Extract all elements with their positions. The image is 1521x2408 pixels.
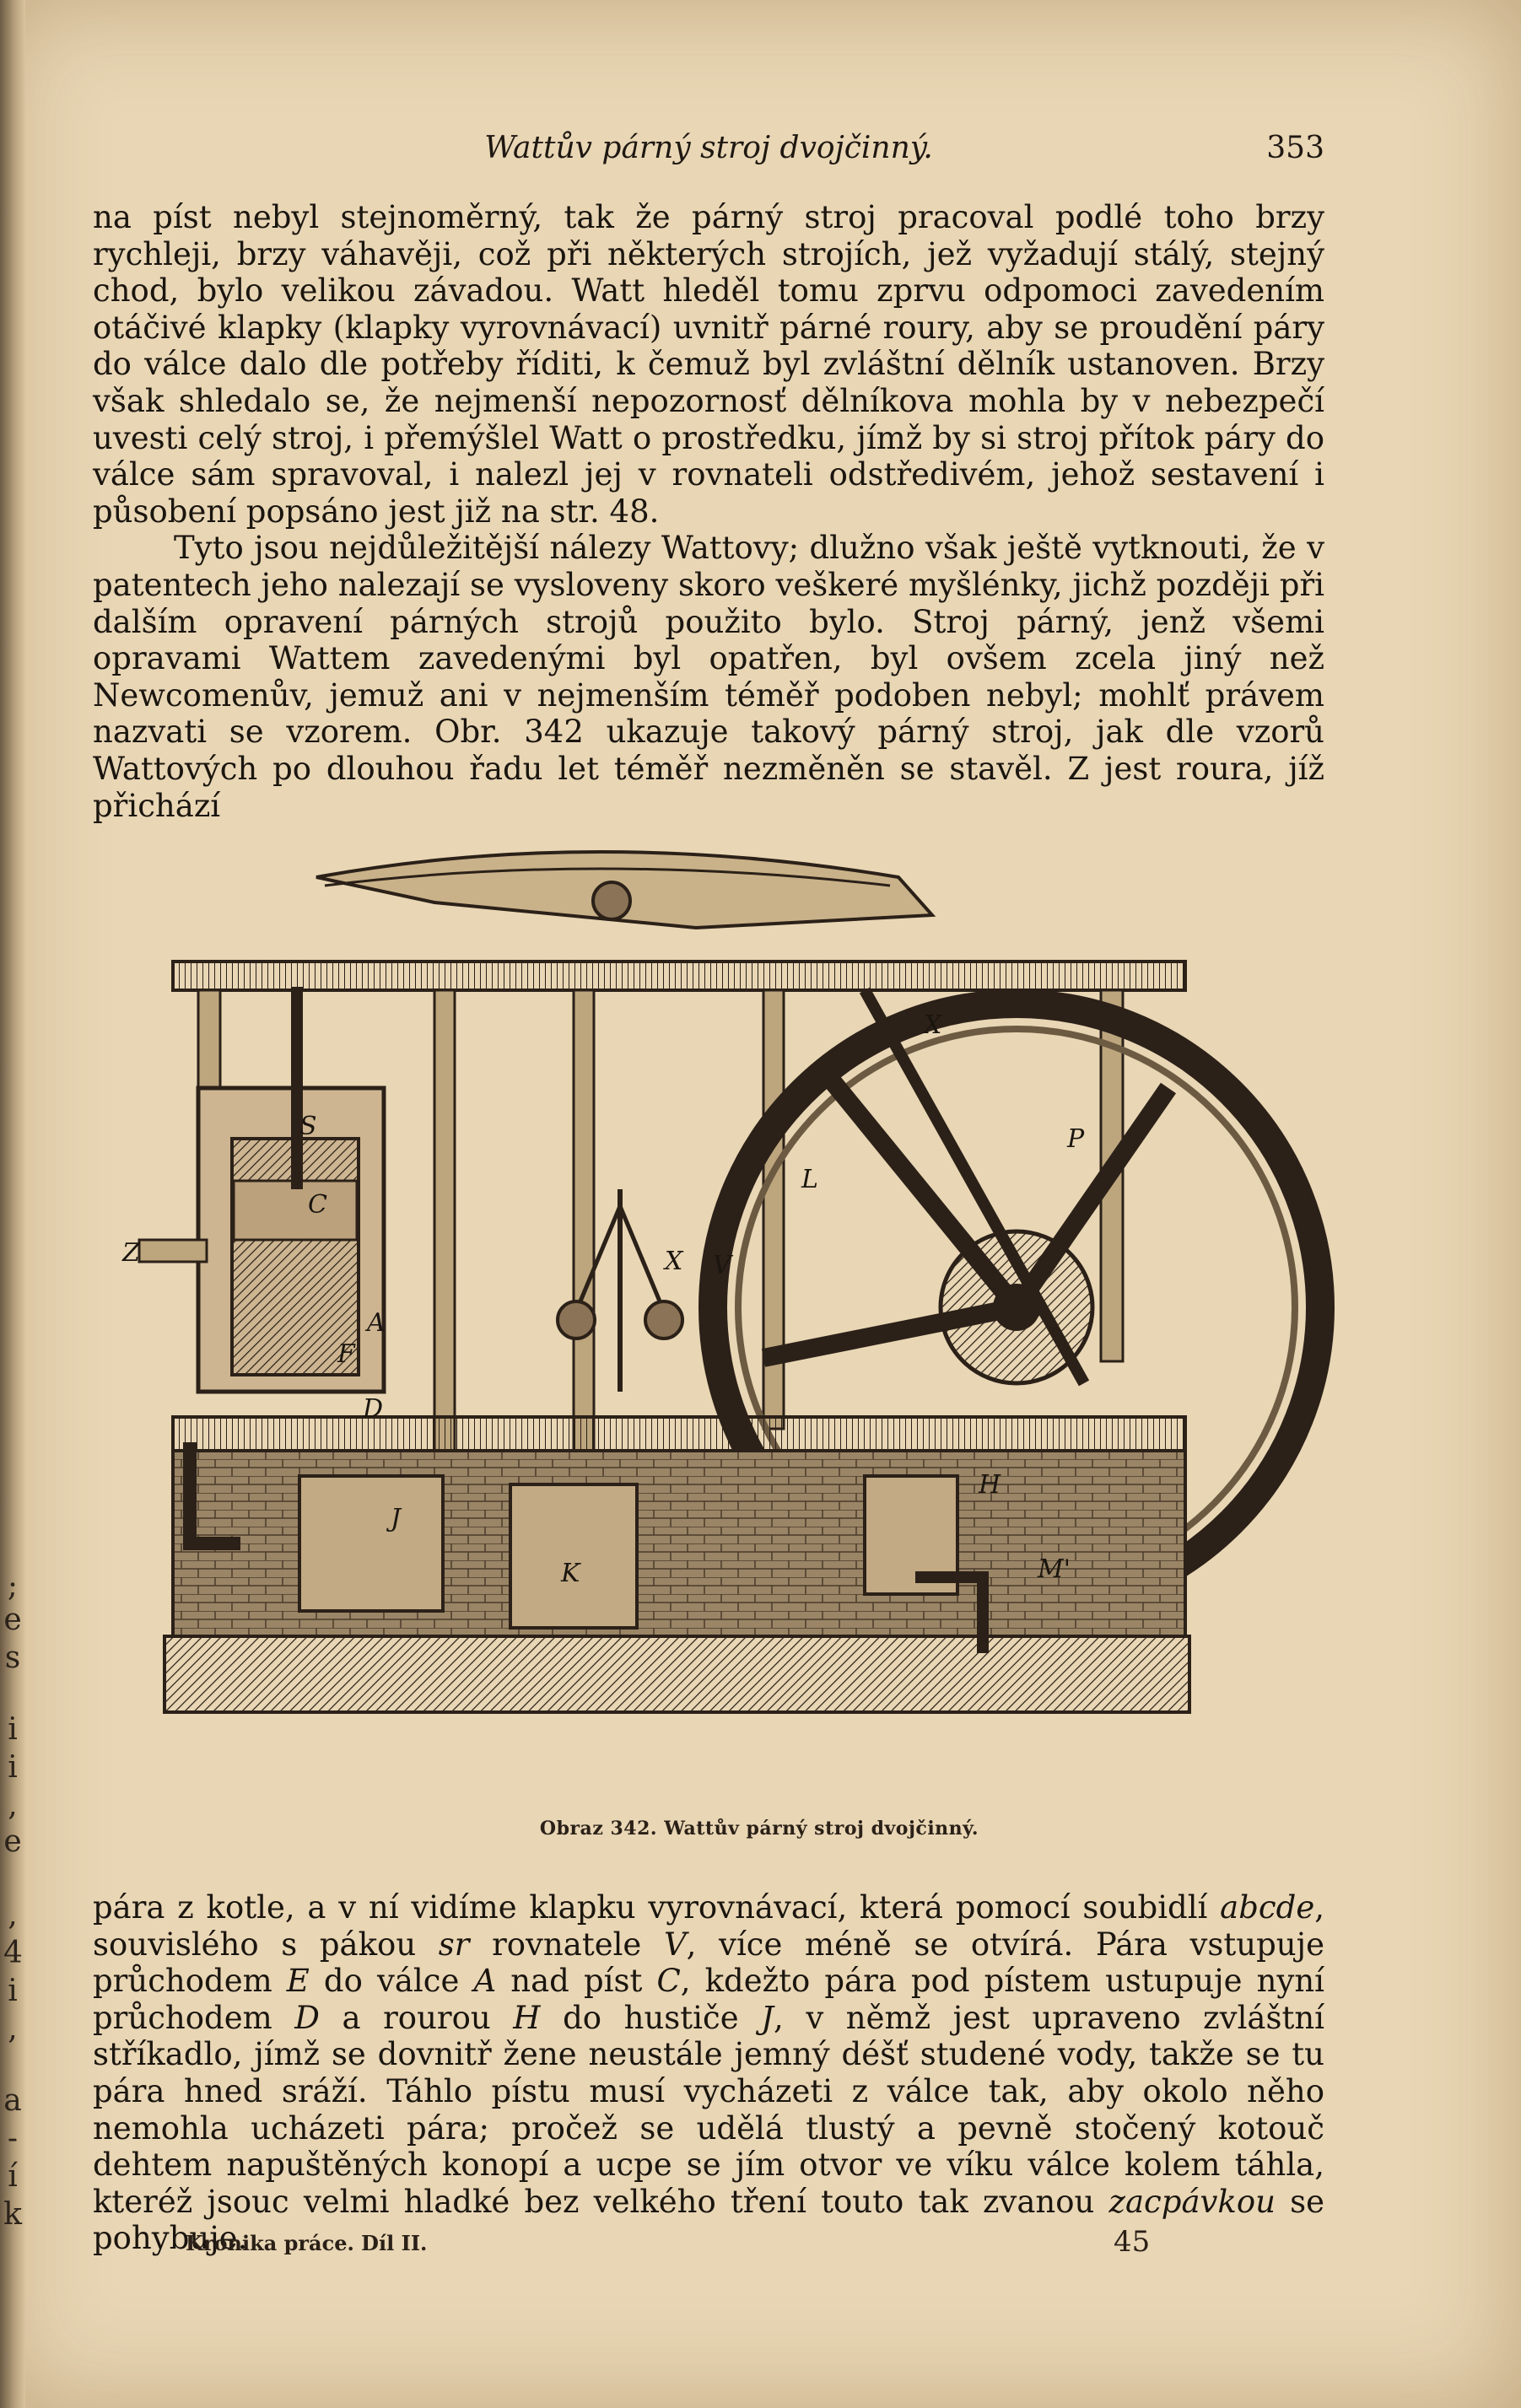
paragraph: na píst nebyl stejnoměrný, tak že párný stroj pracoval podlé toho brzy rychleji, brzy váhavěji, což při některých strojích, jež vyžadují stálý, stejný chod, bylo velikou závadou. Watt hleděl tomu zprvu odpomoci zavedením otáčivé klapky (klapky vyrovnávací) uvnitř párné roury, aby se proudění páry do válce dalo dle potřeby říditi, k čemuž byl zvláštní dělník ustanoven. Brzy však shledalo se, že nejmenší nepozornosť dělníkova mohla by v nebezpečí uvesti celý stroj, i přemýšlel Watt o prostředku, jímž by si stroj přítok páry do válce sám spravoval, i nalezl jej v rovnateli odstředivém, jehož sestavení i působení popsáno jest již na str. 48. bbox=[93, 199, 1324, 530]
air-pump bbox=[510, 1484, 637, 1628]
label-A: A bbox=[367, 1308, 386, 1338]
label-D: D bbox=[363, 1394, 384, 1424]
running-title: Wattův párný stroj dvojčinný. bbox=[484, 131, 933, 165]
running-header bbox=[93, 131, 1324, 173]
bedplate bbox=[173, 1417, 1185, 1451]
watt-engine-drawing bbox=[122, 835, 1337, 1780]
bleed-char: i bbox=[8, 1712, 18, 1747]
bleed-char: a bbox=[3, 2083, 22, 2118]
label-L: L bbox=[801, 1165, 818, 1194]
footer-book-title: Kronika práce. Díl II. bbox=[186, 2231, 428, 2255]
label-J: J bbox=[391, 1504, 402, 1533]
bleed-char: i bbox=[8, 1750, 18, 1785]
label-M: M' bbox=[1038, 1554, 1071, 1584]
footer-signature-number: 45 bbox=[1114, 2225, 1151, 2259]
bleed-char: ; bbox=[7, 1569, 19, 1603]
column bbox=[434, 990, 455, 1463]
entablature bbox=[173, 962, 1185, 990]
engine-illustration bbox=[122, 835, 1337, 1780]
bleed-char: s bbox=[4, 1640, 21, 1675]
condenser bbox=[299, 1476, 443, 1611]
bleed-char: e bbox=[3, 1603, 22, 1637]
bleed-char: í bbox=[8, 2159, 18, 2194]
bleed-char: , bbox=[8, 2012, 18, 2046]
bleed-char: e bbox=[3, 1824, 22, 1859]
label-Z: Z bbox=[122, 1238, 140, 1268]
steam-pipe bbox=[139, 1240, 207, 1262]
paragraph: pára z kotle, a v ní vidíme klapku vyrovnávací, která pomocí soubidlí abcde, souvislého s pákou sr rovnatele V, více méně se otvírá. Pára vstupuje průchodem E do válce A nad píst C, kdežto pára pod pístem ustupuje nyní průchodem D a rourou H do hustiče J, v němž jest upraveno zvláštní stříkadlo, jímž se dovnitř žene neustále jemný déšť studené vody, takže se tu pára hned sráží. Táhlo pístu musí vycházeti z válce tak, aby okolo něho nemohla ucházeti pára; pročež se udělá tlustý a pevně stočený kotouč dehtem napuštěných konopí a ucpe se jím otvor ve víku válce kolem táhla, kteréž jsouc velmi hladké bez velkého tření touto tak zvanou zacpávkou se pohybuje. bbox=[93, 1889, 1324, 2257]
foundation bbox=[165, 1636, 1189, 1712]
bleed-char: k bbox=[3, 2197, 22, 2232]
bleed-char: , bbox=[8, 1788, 18, 1823]
paragraph: Tyto jsou nejdůležitější nálezy Wattovy; dlužno však ještě vytknouti, že v patentech jeho nalezají se vysloveny skoro veškeré myšlénky, jichž později při dalším opravení párných strojů použito bylo. Stroj párný, jenž všemi opravami Wattem zavedenými byl opatřen, byl ovšem zcela jiný než Newcomenův, jemuž ani v nejmenším téměř podoben nebyl; mohlť právem nazvati se vzorem. Obr. 342 ukazuje takový párný stroj, jak dle vzorů Wattových po dlouhou řadu let téměř nezměněn se stavěl. Z jest roura, jíž přichází bbox=[93, 530, 1324, 824]
label-F: F bbox=[337, 1339, 355, 1369]
label-H: H bbox=[979, 1470, 1001, 1500]
page-number: 353 bbox=[1266, 131, 1324, 165]
label-V: V bbox=[713, 1251, 731, 1280]
label-C: C bbox=[308, 1190, 327, 1220]
label-K: K bbox=[561, 1559, 580, 1588]
bleed-char: i bbox=[8, 1974, 18, 2008]
bleed-char: , bbox=[8, 1898, 18, 1932]
bleed-char: 4 bbox=[3, 1936, 23, 1970]
label-X-mid: X bbox=[665, 1247, 683, 1276]
figure-caption: Obraz 342. Wattův párný stroj dvojčinný. bbox=[539, 1818, 979, 1840]
book-binding-edge bbox=[0, 0, 25, 2408]
label-P: P bbox=[1067, 1124, 1085, 1154]
piston-rod bbox=[291, 987, 303, 1189]
body-text-top bbox=[93, 199, 1324, 824]
bleed-char: - bbox=[7, 2121, 19, 2156]
label-X-top: X bbox=[924, 1010, 942, 1040]
label-S: S bbox=[299, 1112, 317, 1141]
